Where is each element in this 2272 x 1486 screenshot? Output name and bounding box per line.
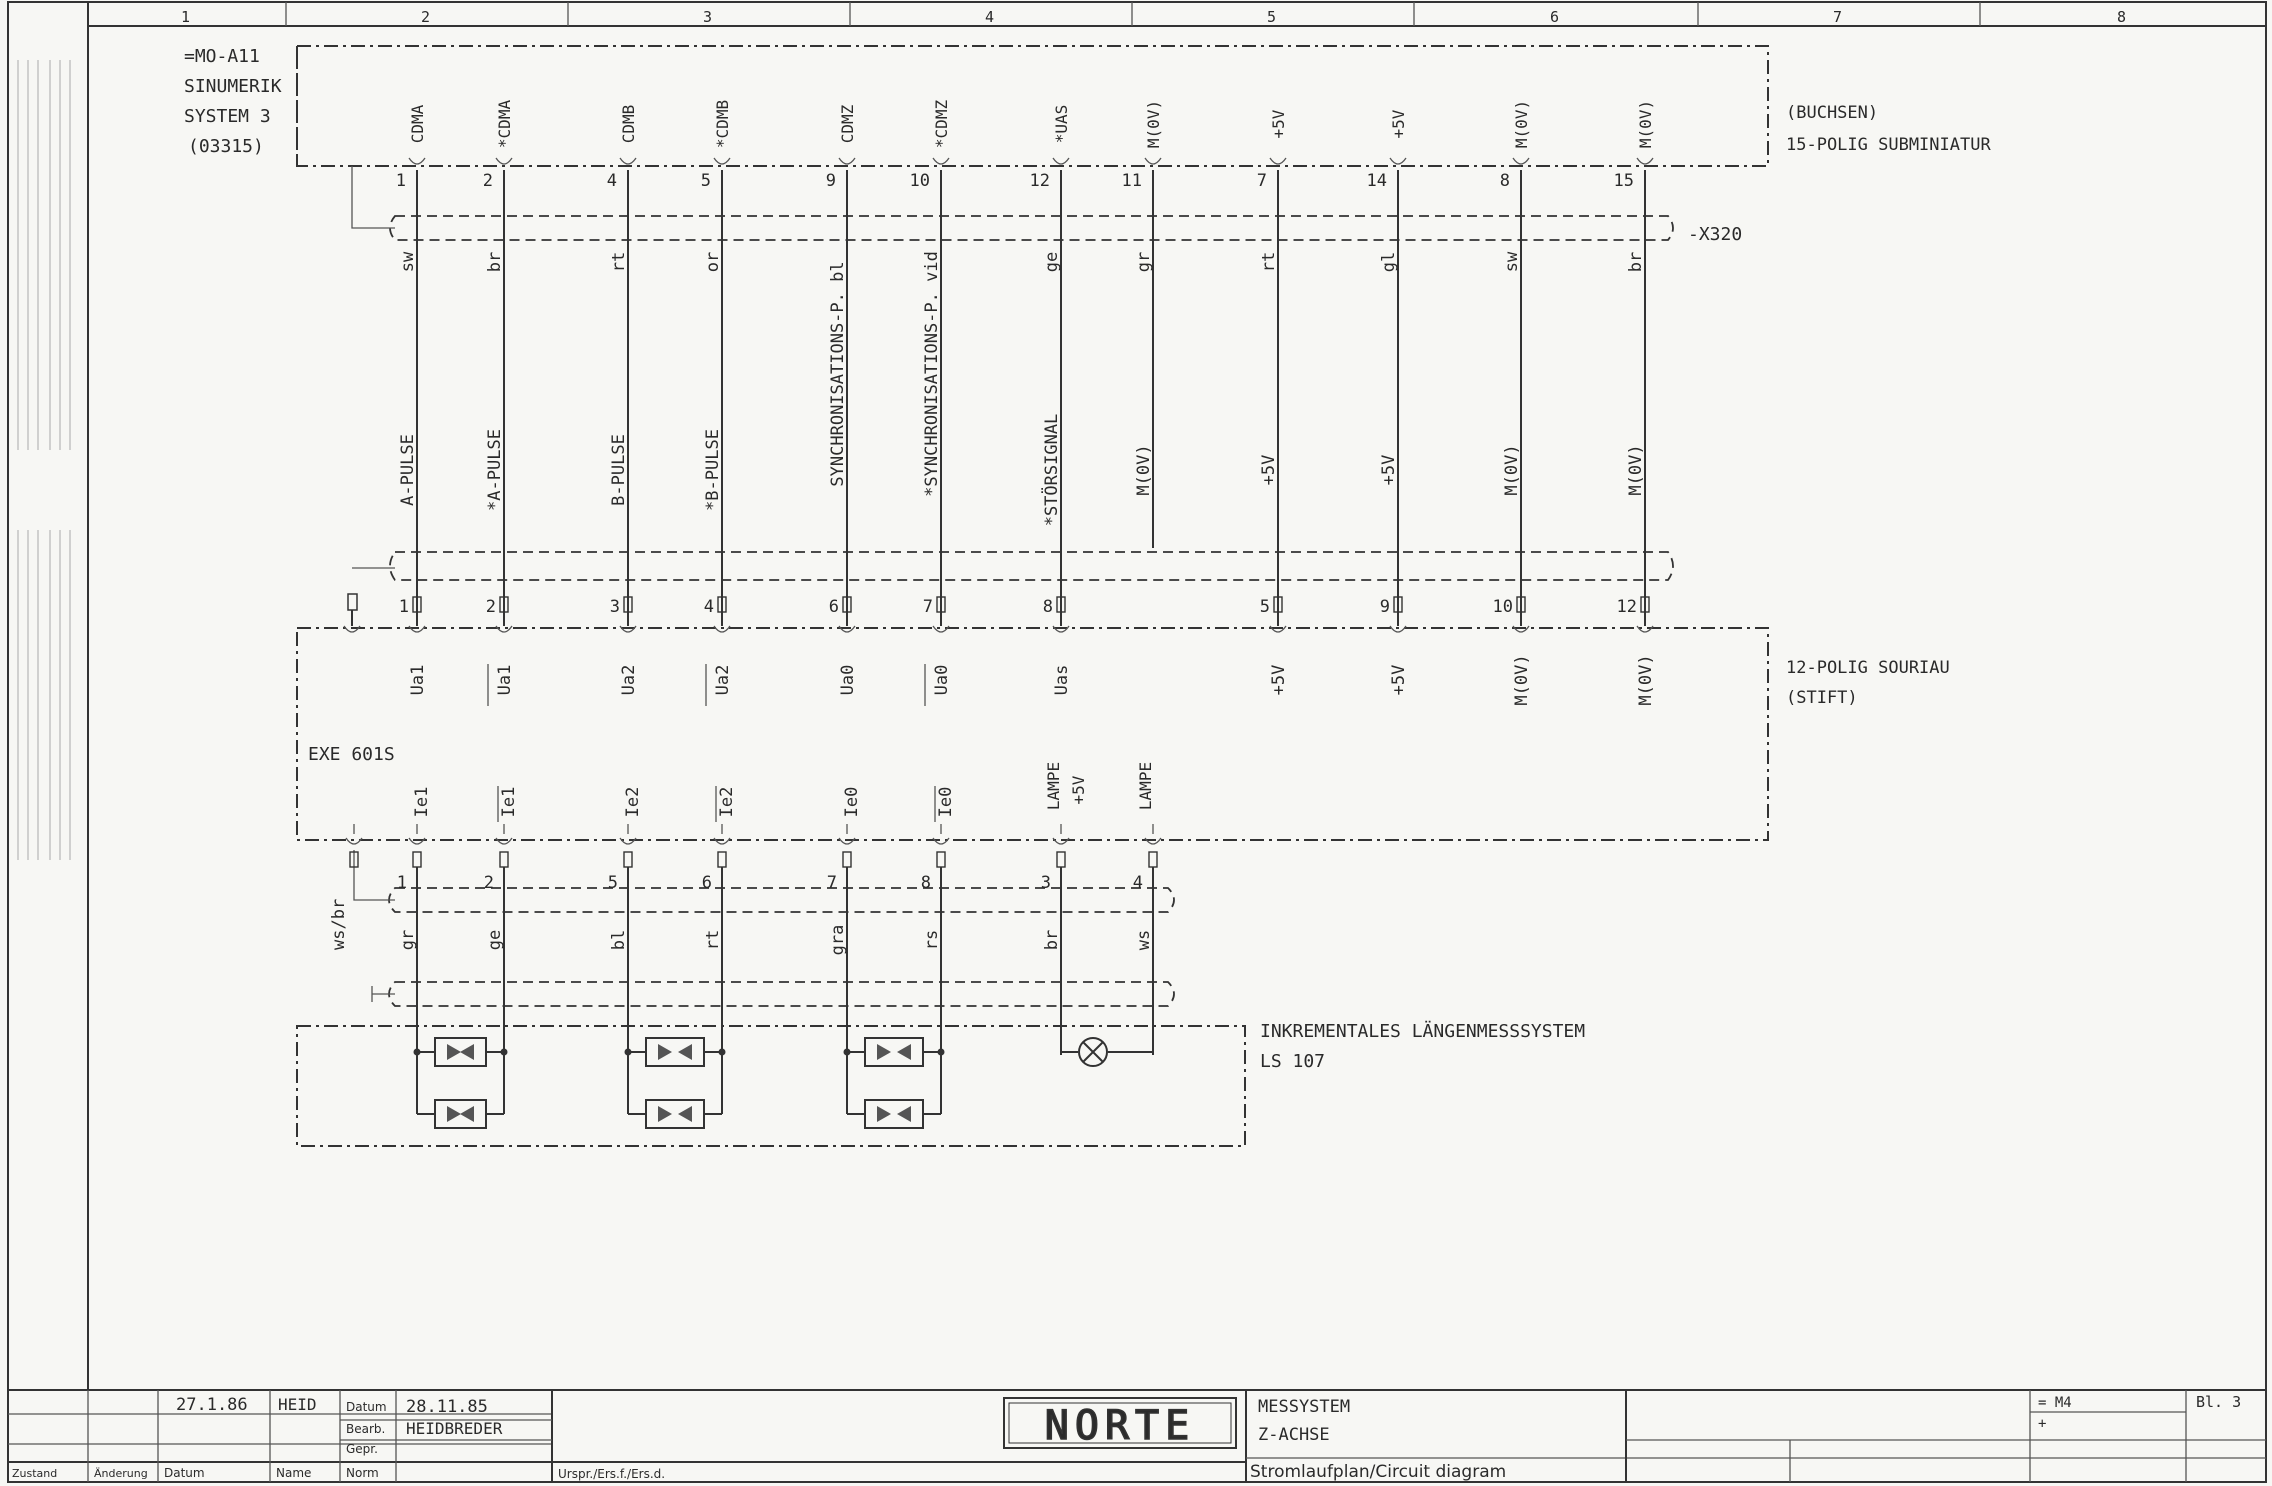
pin-number: 4 — [606, 171, 617, 191]
input-pin: 7 — [826, 873, 837, 893]
column-header — [181, 2, 2126, 26]
channel — [1493, 100, 1532, 706]
controller-line-3: SYSTEM 3 — [184, 106, 271, 127]
lamp-voltage-labels — [1069, 775, 1088, 804]
connector-pin: 2 — [485, 597, 496, 617]
sensor-input — [702, 786, 737, 1056]
input-label: Ie2 — [623, 786, 643, 818]
top-connector-label-1: (BUCHSEN) — [1786, 103, 1879, 123]
controller-line-2: SINUMERIK — [184, 76, 282, 97]
input-wire-color: br — [1042, 929, 1062, 951]
lamp-label: LAMPE — [1136, 761, 1155, 811]
signal-name: *UAS — [1052, 104, 1071, 144]
mid-connector-label-1: 12-POLIG SOURIAU — [1786, 658, 1950, 678]
sensor-input — [1041, 762, 1069, 1055]
outer-border — [8, 2, 2266, 1482]
photo-element — [628, 1038, 722, 1066]
column-number: 2 — [421, 8, 431, 26]
connector-signal: +5V — [1269, 664, 1289, 696]
pin-number: 14 — [1366, 171, 1387, 191]
pin-number: 5 — [700, 171, 711, 191]
pin-number: 1 — [395, 171, 406, 191]
controller-line-1: =MO-A11 — [184, 46, 260, 67]
signal-description: *A-PULSE — [485, 429, 505, 511]
signal-description: M(0V) — [1502, 444, 1522, 496]
channel — [701, 100, 733, 706]
wire-color: ge — [1042, 251, 1062, 273]
input-label: Ie2 — [717, 786, 737, 818]
bearb-value: HEIDBREDER — [406, 1419, 503, 1438]
connector-signal: +5V — [1389, 664, 1409, 696]
title-line-1: MESSYSTEM — [1258, 1397, 1351, 1417]
logo-text: NORTE — [1044, 1403, 1196, 1449]
drawing-code-2: + — [2038, 1416, 2047, 1432]
lamp-label: LAMPE — [1044, 761, 1063, 811]
signal-name: M(0V) — [1512, 99, 1531, 149]
input-pin: 6 — [701, 873, 712, 893]
photo-element — [847, 1100, 941, 1128]
connector-signal: Ua0 — [838, 664, 858, 696]
input-wire-color: rt — [703, 929, 723, 951]
input-wire-color: ws — [1134, 929, 1154, 951]
connector-pin: 10 — [1492, 597, 1513, 617]
input-pin: 1 — [396, 873, 407, 893]
input-pin: 3 — [1040, 873, 1051, 893]
signal-description: *STÖRSIGNAL — [1042, 413, 1062, 527]
wire-color: sw — [1502, 251, 1522, 273]
column-number: 6 — [1550, 8, 1560, 26]
margin-fine-print — [18, 60, 70, 860]
channel — [607, 105, 639, 696]
photo-sensors — [414, 1038, 1154, 1128]
datum-label: Datum — [346, 1400, 387, 1414]
input-wire-color: bl — [609, 929, 629, 951]
sensor-input — [484, 786, 519, 1056]
norm-label: Norm — [346, 1466, 379, 1480]
lower-cable-shield — [348, 552, 1673, 610]
input-pin: 2 — [483, 873, 494, 893]
column-number: 3 — [703, 8, 713, 26]
channel — [396, 104, 428, 695]
datum-value: 28.11.85 — [406, 1397, 488, 1417]
gepr-label: Gepr. — [346, 1442, 378, 1456]
channel — [483, 100, 515, 706]
sensor-inputs — [346, 762, 1161, 1056]
signal-name: +5V — [1389, 109, 1408, 139]
sensor-input — [921, 786, 956, 1056]
title-line-2: Z-ACHSE — [1258, 1425, 1330, 1445]
input-pin: 4 — [1132, 873, 1143, 893]
connector-pin: 5 — [1259, 597, 1270, 617]
lamp-voltage: +5V — [1069, 775, 1088, 805]
input-wire-color: rs — [922, 929, 942, 951]
top-connector-label-2: 15-POLIG SUBMINIATUR — [1786, 135, 1991, 155]
sensor-input — [397, 787, 432, 1056]
measuring-system-label-1: INKREMENTALES LÄNGENMESSSYSTEM — [1260, 1021, 1586, 1042]
connector-pin: 1 — [398, 597, 409, 617]
signal-name: +5V — [1269, 109, 1288, 139]
signal-description: A-PULSE — [398, 434, 418, 506]
photo-element — [417, 1100, 504, 1128]
signal-description: +5V — [1379, 454, 1399, 486]
connector-signal: M(0V) — [1512, 654, 1532, 706]
column-number: 7 — [1833, 8, 1843, 26]
pin-number: 11 — [1121, 171, 1142, 191]
channel — [1030, 105, 1072, 696]
signal-name: *CDMZ — [932, 99, 951, 149]
signal-name: M(0V) — [1636, 99, 1655, 149]
sensor-input — [1133, 762, 1161, 1055]
signal-description: +5V — [1259, 454, 1279, 486]
channel — [1614, 100, 1656, 706]
column-number: 5 — [1267, 8, 1277, 26]
anderung-label: Änderung — [94, 1467, 148, 1480]
pin-number: 10 — [909, 171, 930, 191]
signal-description: *SYNCHRONISATIONS-P. vid — [922, 251, 942, 497]
pin-number: 15 — [1613, 171, 1634, 191]
signal-channels — [344, 100, 1656, 706]
connector-signal: Ua2 — [619, 664, 639, 696]
channel — [1122, 100, 1163, 548]
column-number: 4 — [985, 8, 995, 26]
lamp-icon — [1061, 1038, 1153, 1066]
connector-pin: 3 — [609, 597, 620, 617]
pin-number: 12 — [1029, 171, 1050, 191]
drawing-code: = M4 — [2038, 1395, 2072, 1411]
wire-color: rt — [1259, 251, 1279, 273]
signal-name: M(0V) — [1144, 99, 1163, 149]
cable-tag: -X320 — [1688, 224, 1743, 245]
controller-line-4: (03315) — [188, 136, 264, 157]
photo-element — [847, 1038, 941, 1066]
channel — [1367, 109, 1409, 695]
signal-description: *B-PULSE — [703, 429, 723, 511]
photo-element — [417, 1038, 504, 1066]
signal-name: CDMA — [408, 104, 427, 144]
connector-signal: M(0V) — [1636, 654, 1656, 706]
connector-signal: Ua1 — [408, 664, 428, 696]
pin-number: 2 — [482, 171, 493, 191]
datum-label-2: Datum — [164, 1466, 205, 1480]
photo-element — [628, 1100, 722, 1128]
pin-number: 9 — [825, 171, 836, 191]
wire-color: br — [1626, 251, 1646, 273]
input-label: Ie1 — [499, 786, 519, 818]
change-name: HEID — [278, 1395, 317, 1414]
connector-pin: 9 — [1379, 597, 1390, 617]
zustand-label: Zustand — [12, 1467, 58, 1480]
input-wire-color: gra — [828, 924, 848, 956]
wire-color: gl — [1379, 251, 1399, 273]
input-pin: 5 — [607, 873, 618, 893]
bearb-label: Bearb. — [346, 1422, 386, 1436]
column-number: 1 — [181, 8, 191, 26]
connector-pin: 4 — [703, 597, 714, 617]
norte-logo — [1004, 1398, 1236, 1449]
souriau-connector-block — [297, 628, 1950, 840]
pin-number: 8 — [1499, 171, 1510, 191]
input-label: Ie0 — [936, 786, 956, 818]
column-number: 8 — [2117, 8, 2127, 26]
signal-description: M(0V) — [1134, 444, 1154, 496]
controller-block — [184, 46, 1991, 166]
signal-name: *CDMB — [713, 99, 732, 149]
input-wire-color: ge — [485, 929, 505, 951]
sheet-number: Bl. 3 — [2196, 1393, 2242, 1411]
title-block — [8, 1390, 2266, 1482]
input-pin: 8 — [920, 873, 931, 893]
wire-color: rt — [609, 251, 629, 273]
change-date: 27.1.86 — [176, 1395, 248, 1415]
connector-pin: 6 — [828, 597, 839, 617]
channel — [826, 104, 858, 695]
pin-number: 7 — [1256, 171, 1267, 191]
ursprung-label: Urspr./Ers.f./Ers.d. — [558, 1467, 666, 1481]
title-line-3: Stromlaufplan/Circuit diagram — [1250, 1462, 1507, 1482]
connector-signal: Uas — [1052, 664, 1072, 696]
connector-signal: Ua2 — [713, 664, 733, 696]
connector-pin: 8 — [1042, 597, 1053, 617]
sensor-input — [827, 787, 862, 1056]
signal-name: CDMB — [619, 104, 638, 144]
channel — [1257, 109, 1289, 695]
input-label: Ie1 — [412, 786, 432, 818]
signal-description: M(0V) — [1626, 444, 1646, 496]
mid-connector-label-2: (STIFT) — [1786, 688, 1858, 708]
connector-signal: Ua0 — [932, 664, 952, 696]
channel — [910, 100, 952, 706]
wire-color: sw — [398, 251, 418, 273]
signal-name: CDMZ — [838, 104, 857, 144]
name-label: Name — [276, 1466, 312, 1480]
exe-label: EXE 601S — [308, 744, 395, 765]
input-wire-color: gr — [398, 929, 418, 951]
signal-name: *CDMA — [495, 99, 514, 149]
sensor-input — [608, 787, 643, 1056]
wire-color: br — [485, 251, 505, 273]
measuring-system-label-2: LS 107 — [1260, 1051, 1326, 1072]
connector-signal: Ua1 — [495, 664, 515, 696]
connector-pin: 12 — [1616, 597, 1637, 617]
input-label: Ie0 — [842, 786, 862, 818]
wire-color: or — [703, 251, 723, 273]
signal-description: SYNCHRONISATIONS-P. bl — [828, 261, 848, 487]
shield-wire-color: ws/br — [329, 898, 349, 950]
wire-color: gr — [1134, 251, 1154, 273]
connector-pin: 7 — [922, 597, 933, 617]
signal-description: B-PULSE — [609, 434, 629, 506]
